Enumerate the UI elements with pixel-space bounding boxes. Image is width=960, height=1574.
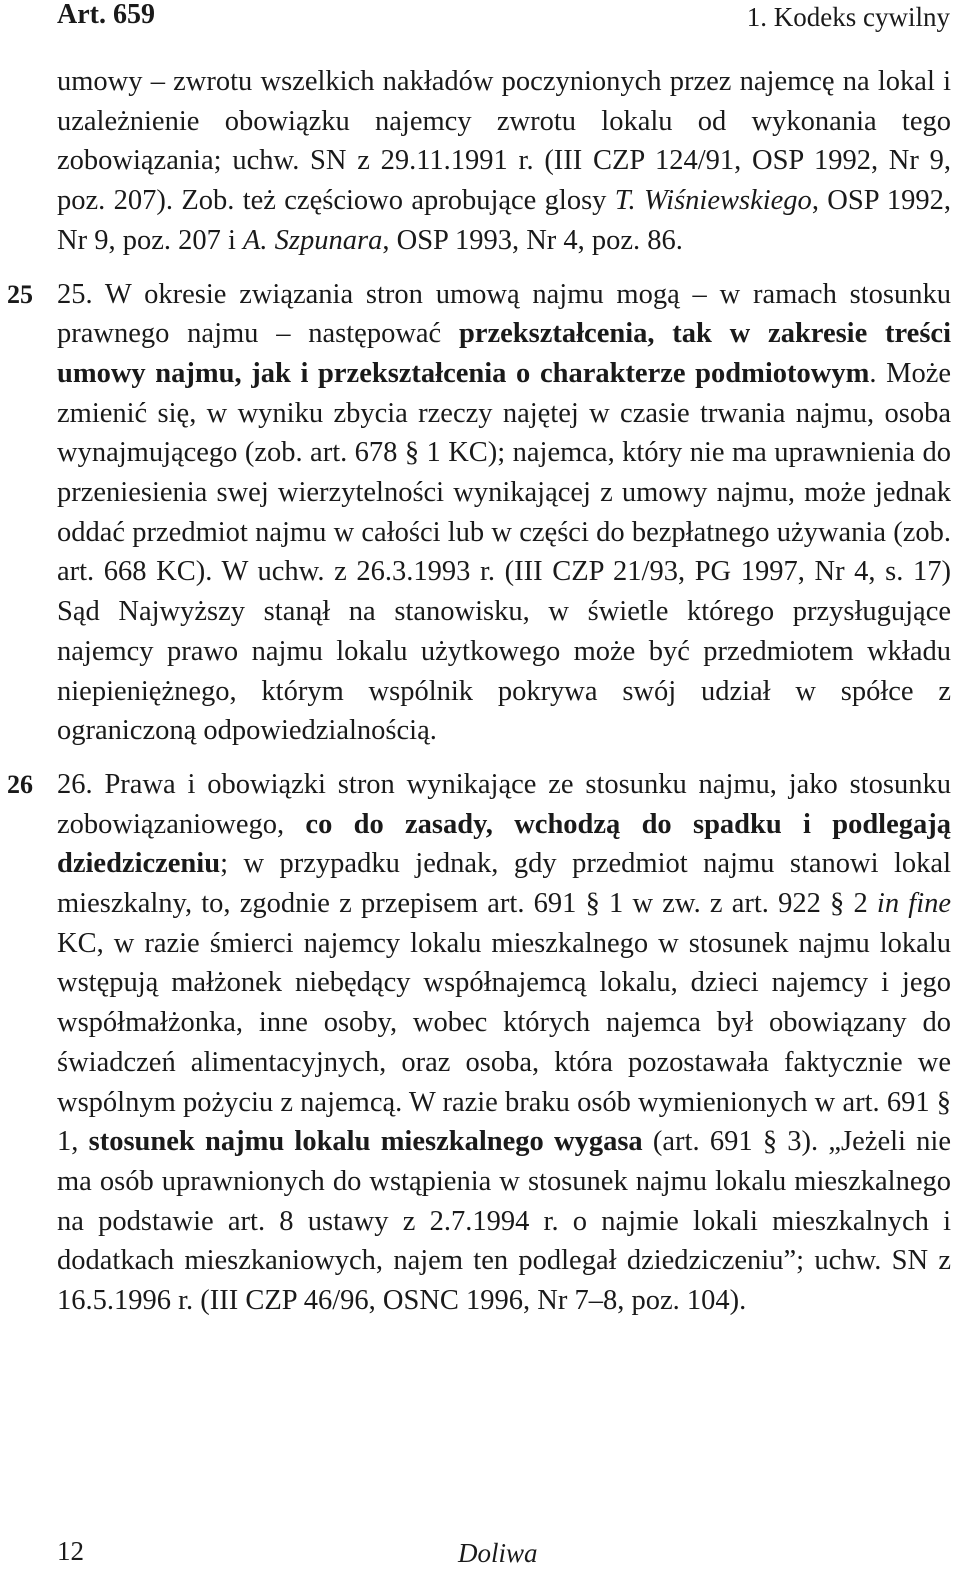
body-text: umowy – zwrotu wszelkich nakładów poczynionych przez najemcę na lokal i uzależnienie obowiązku najemcy zwrotu lokalu od wykonania tego zobowiązania; uchw. SN z 29.11.1991 r. (III CZP 124/91, OSP 1992, Nr 9, poz. 207). Zob. też częściowo aprobujące glosy xyxy=(57,66,951,217)
page-footer xyxy=(0,1528,960,1574)
paragraph-26 xyxy=(7,765,952,1321)
paragraph-gap xyxy=(57,261,951,275)
body-text: , OSP 1993, Nr 4, poz. 86. xyxy=(382,224,683,256)
commentary-body xyxy=(7,62,952,1321)
body-text: , OSP 1992, Nr 9, poz. 207 i xyxy=(57,185,951,256)
body-text: . Może zmienić się, w wyniku zbycia rzeczy najętej w czasie trwania najmu, osoba wynajmującego (zob. art. 678 § 1 KC); najemca, który nie ma uprawnienia do przeniesienia swej wierzytelności wynikającej z umowy najmu, może jednak oddać przedmiot najmu w całości lub w części do bezpłatnego używania (zob. art. 668 KC). W uchw. z 26.3.1993 r. (III CZP 21/93, PG 1997, Nr 4, s. 17) Sąd Najwyższy stanął na stanowisku, w świetle którego przysługujące najemcy prawo najmu lokalu użytkowego może być przedmiotem wkładu niepieniężnego, którym wspólnik pokrywa swój udział w spółce z ograniczoną odpowiedzialnością. xyxy=(57,357,951,747)
publisher-name: Doliwa xyxy=(458,1538,538,1568)
bold-text: stosunek najmu lokalu mieszkalnego wygasa xyxy=(88,1126,643,1158)
body-text: ; w przypadku jednak, gdy przedmiot najmu stanowi lokal mieszkalny, to, zgodnie z przepisem art. 691 § 1 w zw. z art. 922 § 2 xyxy=(57,848,951,920)
body-text: 25. W okresie związania stron umową najmu mogą – w ramach stosunku prawnego najmu – następować xyxy=(57,278,951,350)
running-section-title: 1. Kodeks cywilny xyxy=(746,2,950,32)
bold-text: przekształcenia, tak w zakresie treści umowy najmu, jak i przekształcenia o charakterze podmiotowym xyxy=(57,318,951,389)
bold-text: co do zasady, wchodzą do spadku i podlegają dziedziczeniu xyxy=(57,808,951,880)
margin-number: 26 xyxy=(7,769,33,799)
paragraph-continuation xyxy=(57,62,951,261)
italic-text: T. Wiśniewskiego xyxy=(614,185,812,217)
paragraph-gap xyxy=(57,751,951,765)
body-text: KC, w razie śmierci najemcy lokalu mieszkalnego w stosunek najmu lokalu wstępują małżonek niebędący współnajemcą lokalu, dzieci najemcy i jego współmałżonka, inne osoby, wobec których najemca był obowiązany do świadczeń alimentacyjnych, oraz osoba, która pozostawała faktycznie we wspólnym pożyciu z najemcą. W razie braku osób wymienionych w art. 691 § 1, xyxy=(57,927,951,1158)
article-number: Art. 659 xyxy=(57,0,155,30)
italic-text: A. Szpunara xyxy=(243,224,383,256)
paragraph-25 xyxy=(7,275,951,751)
page-number: 12 xyxy=(57,1536,84,1566)
body-text: (art. 691 § 3). „Jeżeli nie ma osób uprawnionych do wstąpienia w stosunek najmu lokalu mieszkalnego na podstawie art. 8 ustawy z 2.7.1994 r. o najmie lokali mieszkalnych i dodatkach mieszkaniowych, najem ten podlegał dziedziczeniu”; uchw. SN z 16.5.1996 r. (III CZP 46/96, OSNC 1996, Nr 7–8, poz. 104). xyxy=(57,1126,951,1317)
page-header xyxy=(0,0,960,34)
body-text: 26. Prawa i obowiązki stron wynikające ze stosunku najmu, jako stosunku zobowiązaniowego, xyxy=(57,768,951,840)
margin-number: 25 xyxy=(7,279,33,309)
italic-text: in fine xyxy=(876,888,952,920)
